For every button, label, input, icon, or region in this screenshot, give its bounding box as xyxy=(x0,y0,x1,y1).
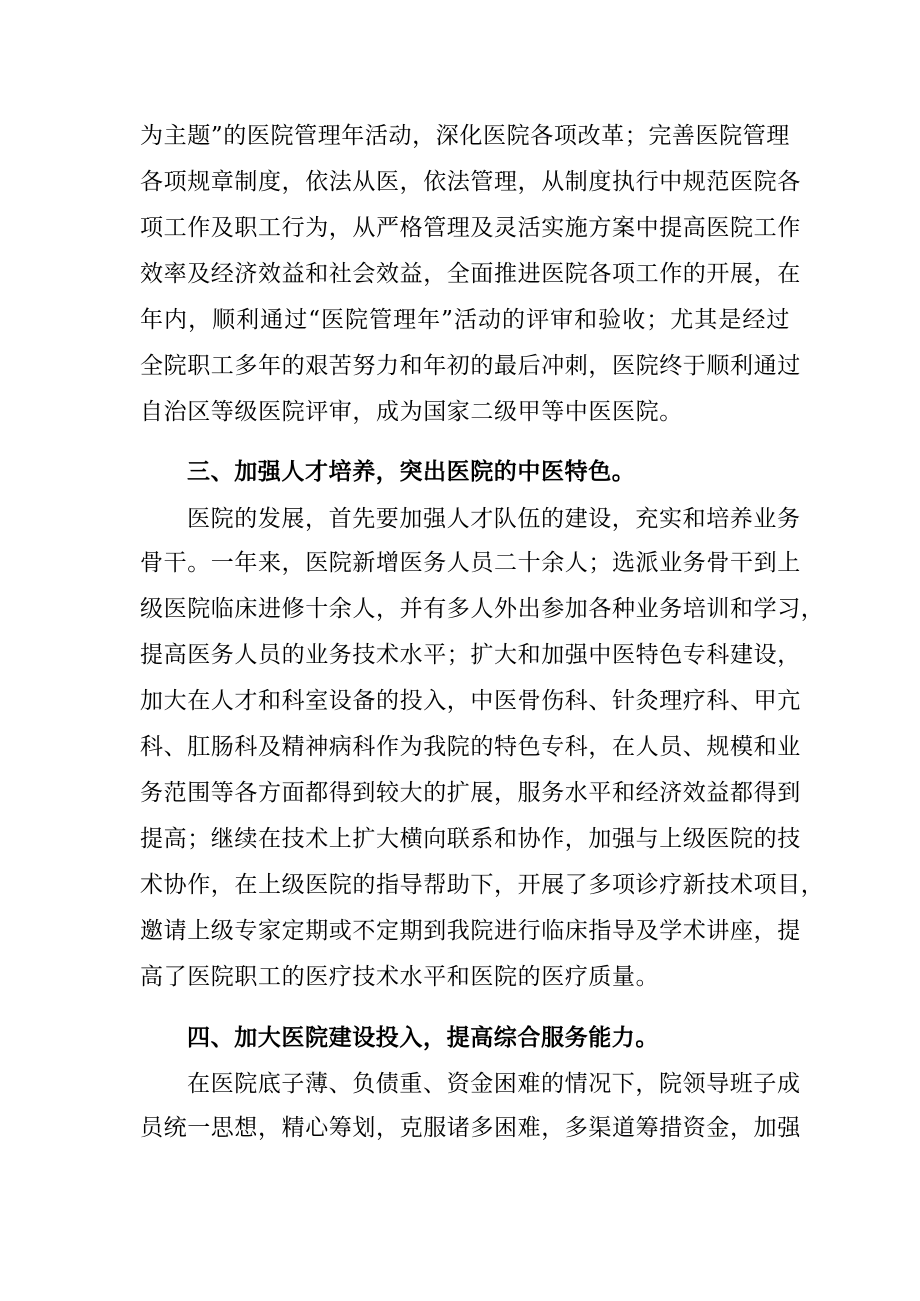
paragraph-line: 员统一思想，精心筹划，克服诸多困难，多渠道筹措资金，加强 xyxy=(140,1115,801,1141)
section-heading: 四、加大医院建设投入，提高综合服务能力。 xyxy=(187,1024,659,1051)
paragraph-line: 提高；继续在技术上扩大横向联系和协作，加强与上级医院的技 xyxy=(140,826,801,852)
paragraph-line: 高了医院职工的医疗技术水平和医院的医疗质量。 xyxy=(140,964,660,990)
paragraph-line: 在医院底子薄、负债重、资金困难的情况下，院领导班子成 xyxy=(187,1071,801,1097)
paragraph-line: 项工作及职工行为，从严格管理及灵活实施方案中提高医院工作 xyxy=(140,215,801,241)
paragraph-line: 加大在人才和科室设备的投入，中医骨伤科、针灸理疗科、甲亢 xyxy=(140,688,801,714)
paragraph-line: 医院的发展，首先要加强人才队伍的建设，充实和培养业务 xyxy=(187,506,801,532)
paragraph-line: 为主题”的医院管理年活动，深化医院各项改革；完善医院管理 xyxy=(140,123,790,149)
paragraph-line: 级医院临床进修十余人，并有多人外出参加各种业务培训和学习， xyxy=(140,596,825,622)
paragraph-line: 务范围等各方面都得到较大的扩展，服务水平和经济效益都得到 xyxy=(140,780,801,806)
paragraph-line: 自治区等级医院评审，成为国家二级甲等中医医院。 xyxy=(140,399,683,425)
paragraph-line: 提高医务人员的业务技术水平；扩大和加强中医特色专科建设， xyxy=(140,642,801,668)
paragraph-line: 效率及经济效益和社会效益，全面推进医院各项工作的开展，在 xyxy=(140,261,801,287)
paragraph-line: 年内，顺利通过“医院管理年”活动的评审和验收；尤其是经过 xyxy=(140,307,790,333)
paragraph-line: 各项规章制度，依法从医，依法管理，从制度执行中规范医院各 xyxy=(140,169,801,195)
paragraph-line: 邀请上级专家定期或不定期到我院进行临床指导及学术讲座，提 xyxy=(140,918,801,944)
paragraph-line: 骨干。一年来，医院新增医务人员二十余人；选派业务骨干到上 xyxy=(140,550,801,576)
paragraph-line: 科、肛肠科及精神病科作为我院的特色专科，在人员、规模和业 xyxy=(140,734,801,760)
section-heading: 三、加强人才培养，突出医院的中医特色。 xyxy=(187,458,636,485)
paragraph-line: 全院职工多年的艰苦努力和年初的最后冲刺，医院终于顺利通过 xyxy=(140,353,801,379)
paragraph-line: 术协作，在上级医院的指导帮助下，开展了多项诊疗新技术项目， xyxy=(140,872,825,898)
